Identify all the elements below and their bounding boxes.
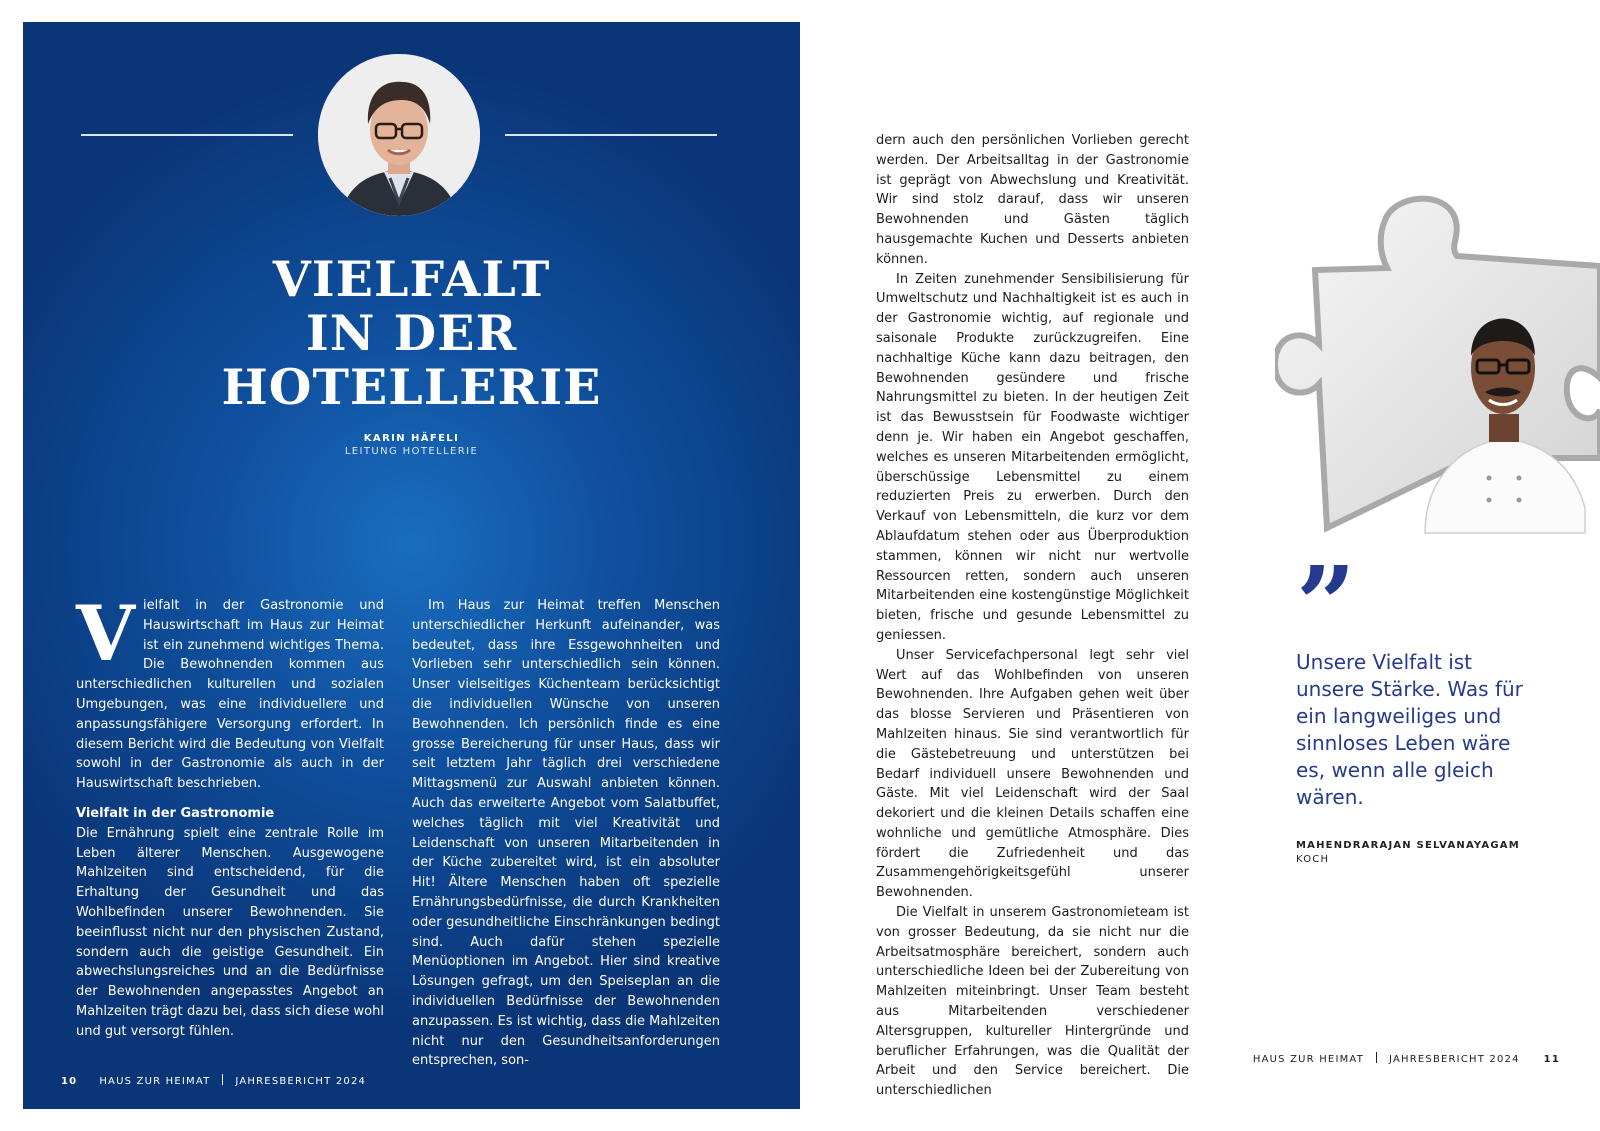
text-column-right bbox=[876, 131, 1189, 1101]
decorative-rule-left bbox=[81, 134, 293, 136]
quote-mark-icon: ” bbox=[1296, 543, 1356, 666]
title-line-2: IN DER bbox=[305, 304, 518, 362]
author-role: LEITUNG HOTELLERIE bbox=[344, 446, 479, 457]
text-column-middle bbox=[412, 596, 720, 1071]
author-block bbox=[23, 432, 800, 458]
quote-author-role: KOCH bbox=[1296, 854, 1330, 865]
footer-report-left: JAHRESBERICHT 2024 bbox=[235, 1076, 367, 1087]
page-number-right: 11 bbox=[1543, 1054, 1560, 1065]
footer-separator bbox=[222, 1074, 223, 1085]
pull-quote: Unsere Vielfalt ist unsere Stärke. Was für ein langweiliges und sinnloses Leben wäre es, wenn alle gleich wären. bbox=[1296, 650, 1523, 809]
section-subheading: Vielfalt in der Gastronomie bbox=[76, 805, 275, 821]
title-line-3: HOTELLERIE bbox=[221, 358, 602, 416]
footer-left bbox=[61, 1074, 366, 1087]
drop-cap: V bbox=[76, 589, 135, 678]
page-number-left: 10 bbox=[61, 1076, 78, 1087]
quote-attribution bbox=[1296, 839, 1520, 867]
intro-paragraph bbox=[76, 589, 384, 794]
footer-publication-right: HAUS ZUR HEIMAT bbox=[1252, 1054, 1364, 1065]
right-paragraph-1: dern auch den persönlichen Vorlieben gerecht werden. Der Arbeitsalltag in der Gastronomie ist geprägt von Abwechslung und Kreativität. Wir sind stolz darauf, dass wir unseren Bewohnenden und Gästen täglich hausgemachte Kuchen und Desserts anbieten können. bbox=[876, 133, 1189, 267]
right-paragraph-4: Die Vielfalt in unserem Gastronomieteam ist von grosser Bedeutung, da sie nicht nur die Arbeitsatmosphäre bereichert, sondern auch unterschiedliche Ideen bei der Zubereitung von Mahlzeiten miteinbringt. Unser Team besteht aus Mitarbeitenden verschiedener Altersgruppen, kultureller Hintergründe und beruflicher Erfahrungen, was die Qualität der Arbeit und den Service bereichert. Die unterschiedlichen bbox=[876, 905, 1189, 1099]
title-line-1: VIELFALT bbox=[272, 250, 551, 308]
footer-right bbox=[1253, 1052, 1560, 1065]
gastro-paragraph: Die Ernährung spielt eine zentrale Rolle im Leben älterer Menschen. Ausgewogene Mahlzeiten sind entscheidend, für die Erhaltung der Gesundheit und das Wohlbefinden unserer Bewohnenden. Sie beeinflusst nicht nur den physischen Zustand, sondern auch die geistige Gesundheit. Ein abwechslungsreiches und an die Bedürfnisse der Bewohnenden angepasstes Angebot an Mahlzeiten trägt dazu bei, dass sich diese wohl und gut versorgt fühlen. bbox=[76, 825, 384, 1039]
left-page bbox=[23, 22, 800, 1109]
footer-publication-left: HAUS ZUR HEIMAT bbox=[99, 1076, 211, 1087]
intro-text: ielfalt in der Gastronomie und Hauswirtschaft im Haus zur Heimat ist ein zunehmend wichtiges Thema. Die Bewohnenden kommen aus unterschiedlichen kulturellen und sozialen Umgebungen, was eine individuellere und anpassungsfähigere Versorgung erfordert. In diesem Bericht wird die Bedeutung von Vielfalt sowohl in der Gastronomie als auch in der Hauswirtschaft beschrieben. bbox=[76, 598, 384, 792]
text-column-left bbox=[76, 589, 384, 1042]
puzzle-piece-portrait bbox=[1275, 188, 1600, 538]
quote-author-name: MAHENDRARAJAN SELVANAYAGAM bbox=[1296, 840, 1520, 851]
right-paragraph-2: In Zeiten zunehmender Sensibilisierung für Umweltschutz und Nachhaltigkeit ist es auch in der Gastronomie wichtig, auf regionale und saisonale Produkte zurückzugreifen. Eine nachhaltige Küche kann dazu beitragen, den Bewohnenden gesündere und frische Nahrungsmittel zu bieten. In der heutigen Zeit ist das Bewusstsein für Foodwaste wichtiger denn je. Wir haben ein Angebot geschaffen, welches es unseren Mitarbeitenden ermöglicht, überschüssige Lebensmittel zu einem reduzierten Preis zu erwerben. Durch den Verkauf von Lebensmitteln, die kurz vor dem Ablaufdatum stehen oder aus Überproduktion stammen, können wir nicht nur wertvolle Ressourcen retten, sondern auch unseren Mitarbeitenden eine kostengünstige Möglichkeit bieten, frische und gesunde Lebensmittel zu geniessen. bbox=[876, 271, 1189, 643]
author-portrait bbox=[318, 54, 480, 216]
footer-report-right: JAHRESBERICHT 2024 bbox=[1389, 1054, 1520, 1065]
middle-paragraph: Im Haus zur Heimat treffen Menschen unterschiedlicher Herkunft aufeinander, was bedeutet, dass ihre Essgewohnheiten und Vorlieben sehr unterschiedlich sein können. Unser vielseitiges Küchenteam berücksichtigt die individuellen Wünsche von unseren Bewohnenden. Ich persönlich finde es eine grosse Bereicherung für unser Haus, dass wir seit letztem Jahr täglich drei verschiedene Mittagsmenü zur Auswahl anbieten können. Auch das erweiterte Angebot vom Salatbuffet, welches täglich mit viel Kreativität und Leidenschaft von unseren Mitarbeitenden in der Küche zubereitet wird, ist ein absoluter Hit! Ältere Menschen haben oft spezielle Ernährungsbedürfnisse, die durch Krankheiten oder gesundheitliche Einschränkungen bedingt sind. Auch dafür stehen spezielle Menüoptionen im Angebot. Hier sind kreative Lösungen gefragt, um den Speiseplan an die individuellen Bedürfnisse der Bewohnenden anzupassen. Es ist wichtig, dass die Mahlzeiten nicht nur den Gesundheitsanforderungen entsprechen, son- bbox=[412, 598, 720, 1069]
article-title bbox=[23, 252, 800, 414]
decorative-rule-right bbox=[505, 134, 717, 136]
footer-separator bbox=[1376, 1052, 1377, 1063]
right-paragraph-3: Unser Servicefachpersonal legt sehr viel Wert auf das Wohlbefinden von unseren Bewohnenden. Ihre Aufgaben gehen weit über das blosse Servieren und Präsentieren von Mahlzeiten hinaus. Sie sind verantwortlich für die Gästebetreuung und unterstützen bei Bedarf individuell unsere Bewohnenden und Gäste. Mit viel Leidenschaft wird der Saal dekoriert und die kleinen Details schaffen eine wohnliche und gemütliche Atmosphäre. Dies fördert die Zufriedenheit und das Zusammengehörigkeitsgefühl unserer Bewohnenden. bbox=[876, 647, 1189, 901]
author-name: KARIN HÄFELI bbox=[363, 433, 460, 444]
